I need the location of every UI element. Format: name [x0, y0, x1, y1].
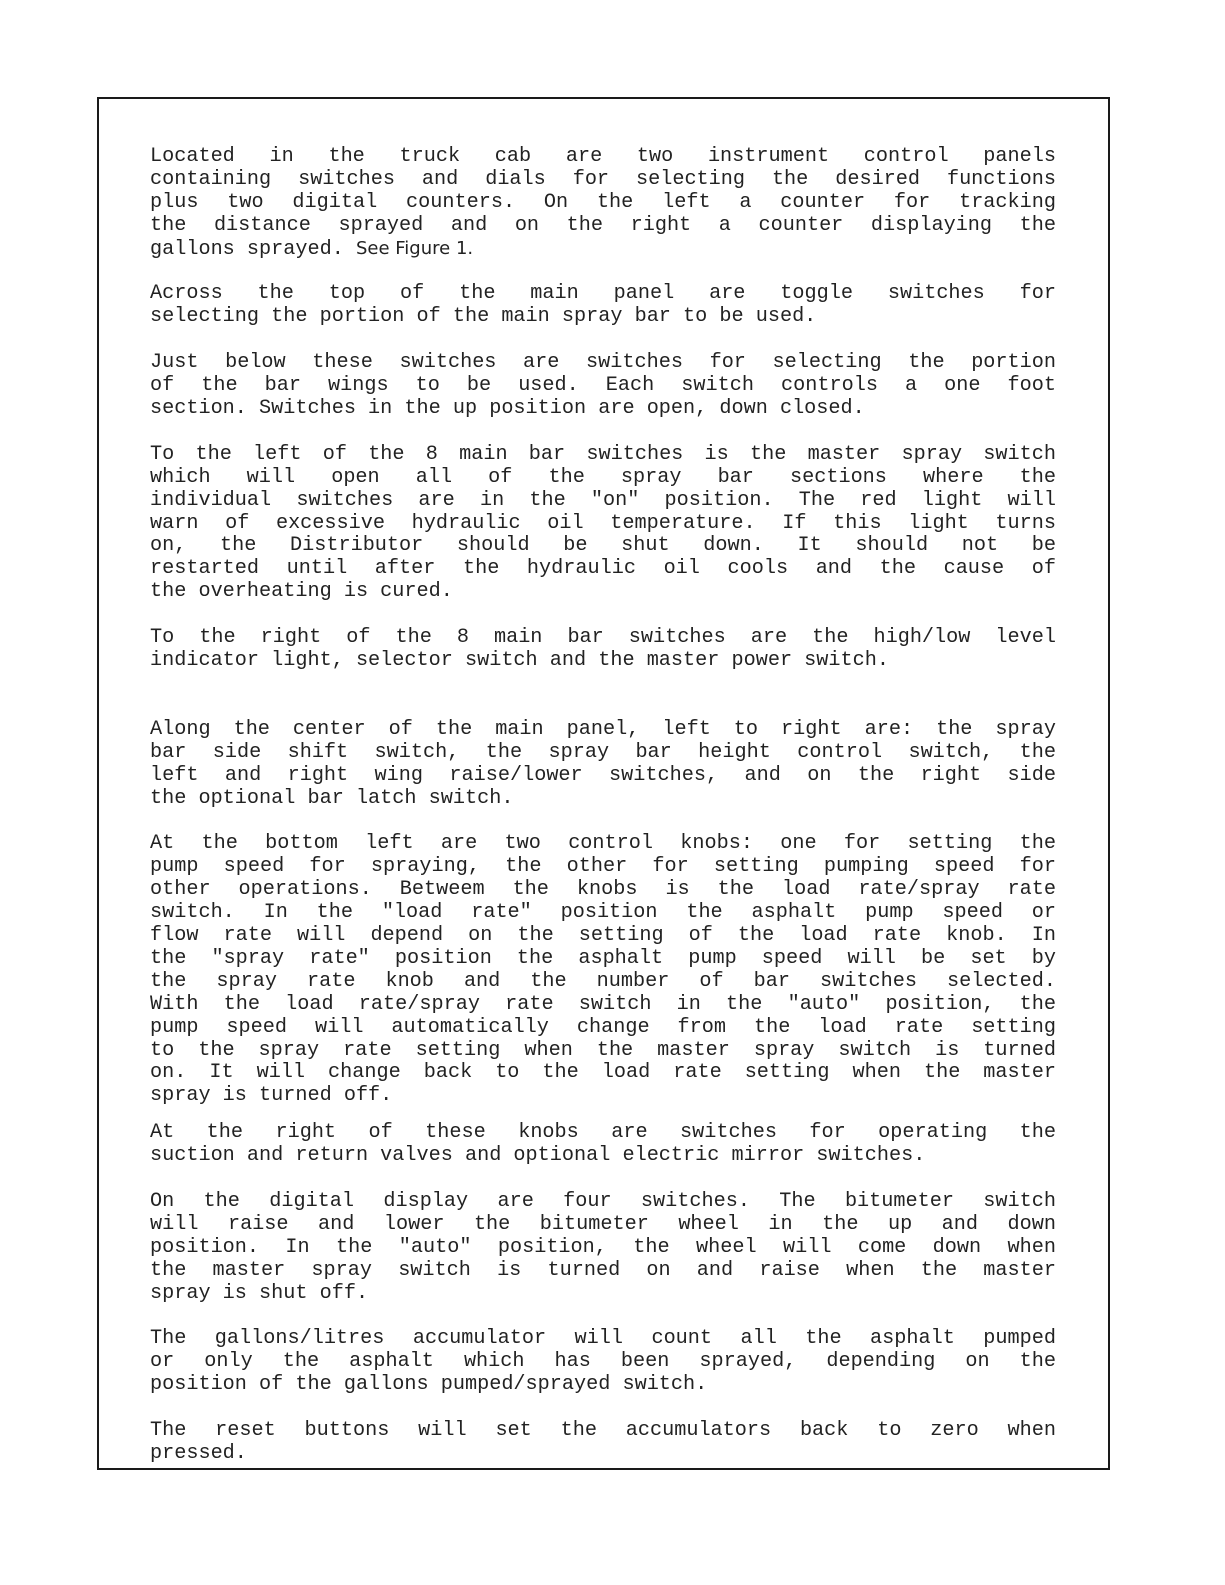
text-line: pump speed for spraying, the other for setting pumping speed for — [150, 855, 1056, 879]
text-line: Located in the truck cab are two instrument control panels — [150, 145, 1056, 168]
text-line: With the load rate/spray rate switch in the "auto" position, the — [150, 992, 1056, 1016]
text-line: on, the Distributor should be shut down. It should not be — [150, 534, 1056, 558]
text-fragment: gallons sprayed. — [150, 237, 344, 261]
text-line: which will open all of the spray bar sections where the — [150, 465, 1056, 489]
text-line: The gallons/litres accumulator will count all the asphalt pumped — [150, 1327, 1056, 1351]
text-line: plus two digital counters. On the left a counter for tracking — [150, 190, 1056, 214]
text-line: At the bottom left are two control knobs: one for setting the — [150, 832, 1056, 856]
text-line: At the right of these knobs are switches for operating the — [150, 1121, 1056, 1145]
text-line: Just below these switches are switches for selecting the portion — [150, 351, 1056, 375]
figure-reference: See Figure 1. — [355, 237, 474, 259]
text-line: position. In the "auto" position, the wheel will come down when — [150, 1235, 1056, 1259]
text-line: restarted until after the hydraulic oil cools and the cause of — [150, 557, 1056, 581]
text-line: the "spray rate" position the asphalt pump speed will be set by — [150, 946, 1056, 970]
text-line: On the digital display are four switches. The bitumeter switch — [150, 1189, 1056, 1213]
text-line: of the bar wings to be used. Each switch controls a one foot — [150, 374, 1056, 398]
paragraph-accumulator — [150, 1328, 1056, 1397]
text-line: The reset buttons will set the accumulators back to zero when — [150, 1419, 1056, 1443]
text-line: spray is turned off. — [150, 1084, 393, 1108]
paragraph-digital-display — [150, 1191, 1056, 1305]
paragraph-reset-buttons — [150, 1420, 1056, 1466]
text-line: the optional bar latch switch. — [150, 786, 514, 810]
text-line: the spray rate knob and the number of bar switches selected. — [150, 969, 1056, 993]
paragraph-top-toggle-switches — [150, 283, 1056, 329]
text-line: on. It will change back to the load rate setting when the master — [150, 1061, 1056, 1085]
text-line: pump speed will automatically change from the load rate setting — [150, 1015, 1056, 1039]
paragraph-valve-switches — [150, 1122, 1056, 1168]
paragraph-control-knobs — [150, 833, 1056, 1108]
text-line: will raise and lower the bitumeter wheel in the up and down — [150, 1212, 1056, 1236]
text-line: individual switches are in the "on" position. The red light will — [150, 488, 1056, 512]
text-line: selecting the portion of the main spray bar to be used. — [150, 305, 817, 329]
text-line: indicator light, selector switch and the master power switch. — [150, 649, 889, 673]
text-line: To the right of the 8 main bar switches are the high/low level — [150, 626, 1056, 650]
text-line: switch. In the "load rate" position the asphalt pump speed or — [150, 901, 1056, 925]
text-line: left and right wing raise/lower switches, and on the right side — [150, 763, 1056, 787]
paragraph-wing-switches — [150, 352, 1056, 421]
text-line: pressed. — [150, 1441, 247, 1465]
text-line: section. Switches in the up position are open, down closed. — [150, 397, 865, 421]
paragraph-master-spray-switch — [150, 444, 1056, 604]
text-line: suction and return valves and optional electric mirror switches. — [150, 1144, 926, 1168]
text-line: flow rate will depend on the setting of the load rate knob. In — [150, 924, 1056, 948]
text-line: the distance sprayed and on the right a counter displaying the — [150, 213, 1056, 237]
text-line: other operations. Betweem the knobs is the load rate/spray rate — [150, 878, 1056, 902]
text-line: Along the center of the main panel, left to right are: the spray — [150, 717, 1056, 741]
text-line: the master spray switch is turned on and raise when the master — [150, 1258, 1056, 1282]
text-line: position of the gallons pumped/sprayed switch. — [150, 1373, 708, 1397]
text-line: bar side shift switch, the spray bar height control switch, the — [150, 740, 1056, 764]
text-line: to the spray rate setting when the master spray switch is turned — [150, 1038, 1056, 1062]
paragraph-center-panel — [150, 719, 1056, 811]
paragraph-level-indicator — [150, 627, 1056, 673]
text-line: containing switches and dials for selecting the desired functions — [150, 167, 1056, 191]
document-body — [150, 146, 1056, 1466]
text-line: the overheating is cured. — [150, 580, 453, 604]
text-line: spray is shut off. — [150, 1281, 369, 1305]
text-line: warn of excessive hydraulic oil temperature. If this light turns — [150, 511, 1056, 535]
text-line — [150, 238, 1056, 261]
text-line: or only the asphalt which has been sprayed, depending on the — [150, 1350, 1056, 1374]
text-line: Across the top of the main panel are toggle switches for — [150, 282, 1056, 306]
paragraph-instrument-panels — [150, 146, 1056, 260]
text-line: To the left of the 8 main bar switches is the master spray switch — [150, 442, 1056, 466]
